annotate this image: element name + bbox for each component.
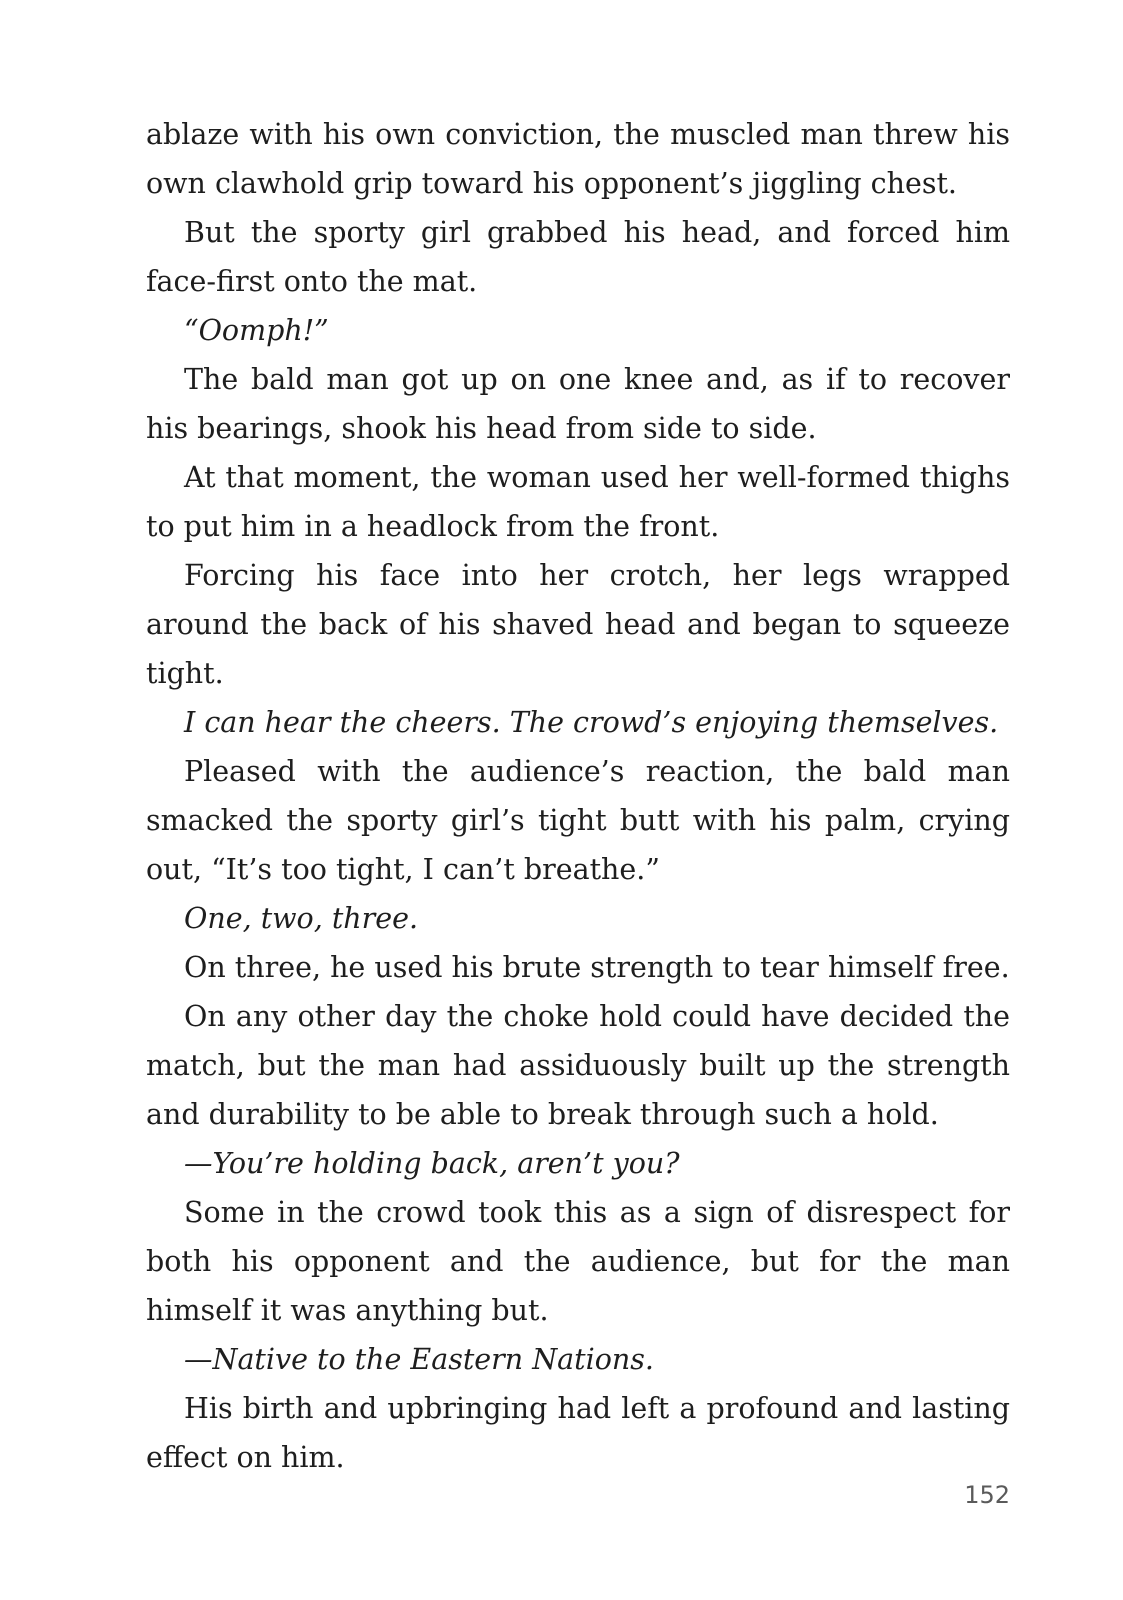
inner-thought: I can hear the cheers. The crowd’s enjoying themselves.: [184, 706, 999, 739]
inner-thought: —Native to the Eastern Nations.: [184, 1343, 654, 1376]
paragraph: On any other day the choke hold could have decided the match, but the man had assiduously built up the strength and durability to be able to break through such a hold.: [146, 1000, 1010, 1131]
paragraph: Forcing his face into her crotch, her legs wrapped around the back of his shaved head and began to squeeze tight.: [146, 559, 1010, 690]
paragraph-continuation: ablaze with his own conviction, the muscled man threw his own clawhold grip toward his opponent’s jiggling chest.: [146, 118, 1010, 200]
dialogue-line: “Oomph!”: [184, 314, 329, 347]
body-text: [146, 110, 1010, 1482]
paragraph: His birth and upbringing had left a profound and lasting effect on him.: [146, 1392, 1010, 1474]
paragraph: On three, he used his brute strength to tear himself free.: [184, 951, 1010, 984]
paragraph: Pleased with the audience’s reaction, the bald man smacked the sporty girl’s tight butt with his palm, crying out, “It’s too tight, I can’t breathe.”: [146, 755, 1010, 886]
paragraph: The bald man got up on one knee and, as if to recover his bearings, shook his head from side to side.: [146, 363, 1010, 445]
paragraph: But the sporty girl grabbed his head, and forced him face-first onto the mat.: [146, 216, 1010, 298]
page-number: 152: [964, 1481, 1010, 1509]
paragraph: Some in the crowd took this as a sign of disrespect for both his opponent and the audience, but for the man himself it was anything but.: [146, 1196, 1010, 1327]
paragraph: At that moment, the woman used her well-formed thighs to put him in a headlock from the front.: [146, 461, 1010, 543]
inner-thought: —You’re holding back, aren’t you?: [184, 1147, 680, 1180]
inner-thought: One, two, three.: [184, 902, 419, 935]
